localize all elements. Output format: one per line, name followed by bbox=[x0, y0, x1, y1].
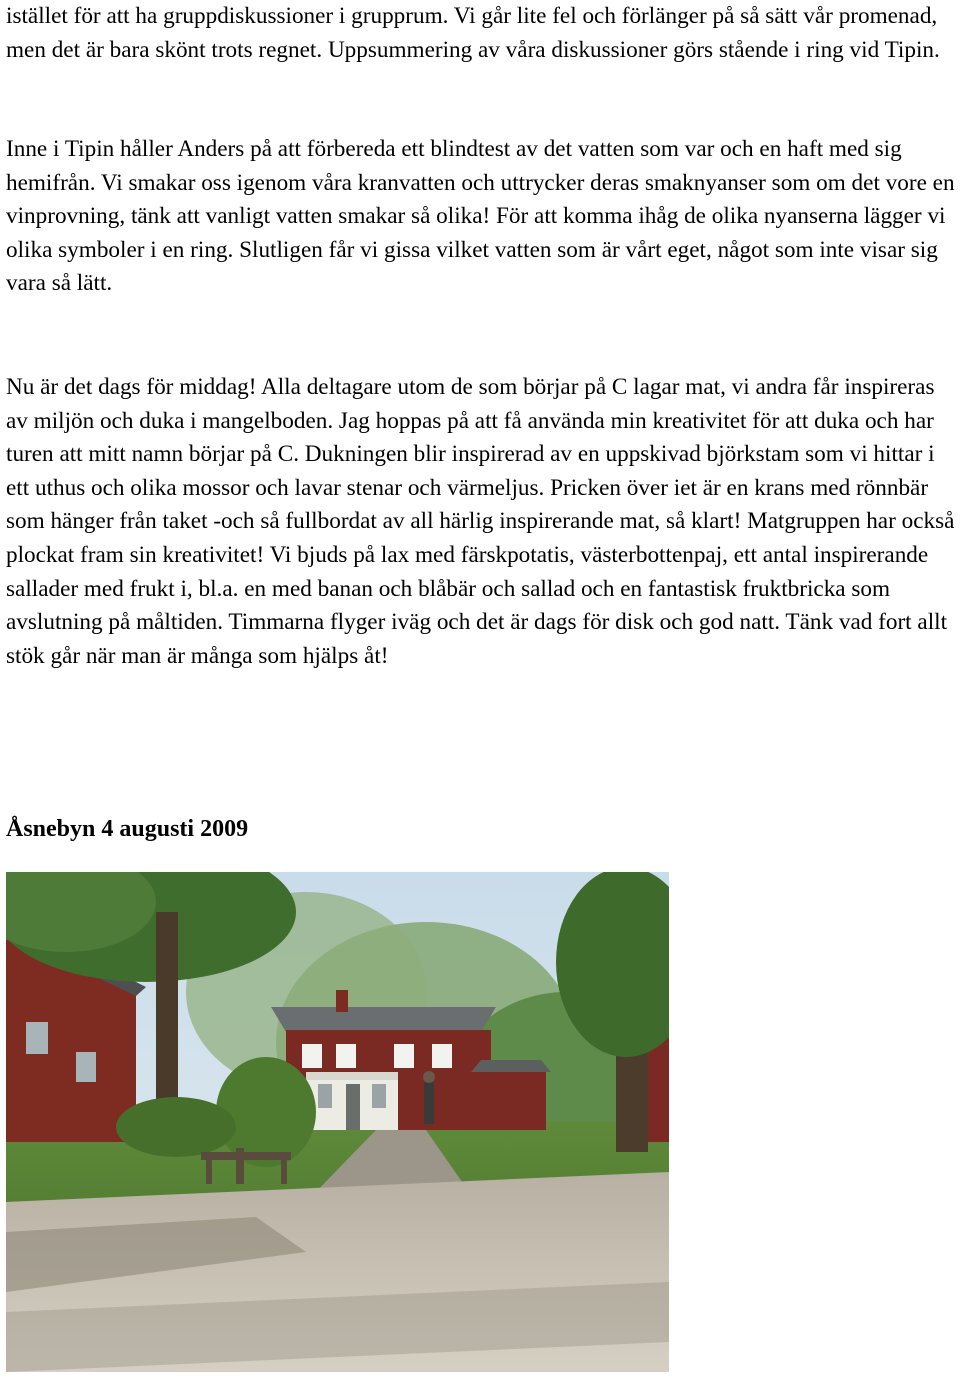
farmhouse-photo bbox=[6, 872, 669, 1372]
section-heading: Åsnebyn 4 augusti 2009 bbox=[6, 816, 249, 842]
paragraph-water-tasting: Inne i Tipin håller Anders på att förbereda ett blindtest av det vatten som var och en haft med sig hemifrån. Vi smakar oss igenom våra kranvatten och uttrycker deras smaknyanser som om det vore en vinprovning, tänk att vanligt vatten smakar så olika! För att komma ihåg de olika nyanserna lägger vi olika symboler i en ring. Slutligen får vi gissa vilket vatten som är vårt eget, något som inte visar sig vara så lätt. bbox=[6, 136, 955, 297]
paragraph-dinner: Nu är det dags för middag! Alla deltagare utom de som börjar på C lagar mat, vi andra får inspireras av miljön och duka i mangelboden. Jag hoppas på att få använda min kreativitet för att duka och har turen att mitt namn börjar på C. Dukningen blir inspirerad av en uppskivad björkstam som vi hittar i ett uthus och olika mossor och lavar stenar och värmeljus. Pricken över iet är en krans med rönnbär som hänger från taket -och så fullbordat av all härlig inspirerande mat, så klart! Matgruppen har också plockat fram sin kreativitet! Vi bjuds på lax med färskpotatis, västerbottenpaj, ett antal inspirerande sallader med frukt i, bl.a. en med banan och blåbär och sallad och en fantastisk fruktbricka som avslutning på måltiden. Timmarna flyger iväg och det är dags för disk och god natt. Tänk vad fort allt stök går när man är många som hjälps åt! bbox=[6, 374, 955, 669]
paragraph-walk: istället för att ha gruppdiskussioner i grupprum. Vi går lite fel och förlänger på så sätt vår promenad, men det är bara skönt trots regnet. Uppsummering av våra diskussioner görs stående i ring vid Tipin. bbox=[6, 3, 940, 63]
